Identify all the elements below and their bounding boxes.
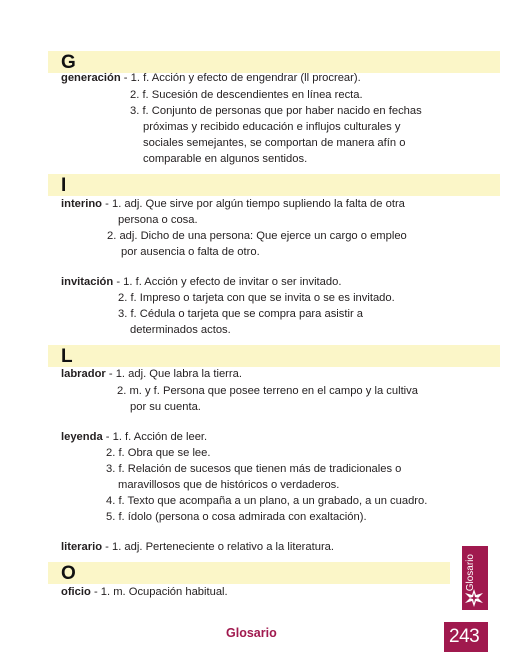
side-tab-label: Glosario: [465, 554, 476, 592]
entry-literario: [61, 540, 334, 554]
definition-line: determinados actos.: [130, 324, 231, 336]
footer-title: Glosario: [226, 626, 277, 640]
definition-line: sociales semejantes, se comportan de manera afín o: [143, 137, 406, 149]
section-header-i: [48, 174, 500, 196]
definition-line: - 1. adj. Perteneciente o relativo a la literatura.: [102, 541, 335, 553]
definition-line: 3. f. Cédula o tarjeta que se compra para asistir a: [118, 308, 364, 320]
definition-line: - 1. adj. Que labra la tierra.: [105, 368, 242, 380]
entry-invitacion: [61, 275, 341, 289]
section-header-o: [48, 562, 450, 584]
entry-interino: [61, 197, 405, 211]
definition-line: por su cuenta.: [130, 401, 201, 413]
entry-term: literario: [61, 541, 103, 553]
entry-oficio: [61, 585, 228, 599]
definition-line: por ausencia o falta de otro.: [121, 246, 260, 258]
section-header-g: [48, 51, 500, 73]
entry-labrador: [61, 367, 242, 381]
definition-line: 2. m. y f. Persona que posee terreno en el campo y la cultiva: [117, 385, 418, 397]
definition-line: 2. f. Obra que se lee.: [106, 447, 211, 459]
definition-line: - 1. m. Ocupación habitual.: [90, 586, 228, 598]
section-letter: I: [61, 175, 67, 196]
definition-line: - 1. f. Acción y efecto de engendrar (ll procrear).: [120, 72, 361, 84]
entry-term: leyenda: [61, 431, 103, 443]
definition-line: 3. f. Conjunto de personas que por haber nacido en fechas: [130, 105, 422, 117]
entry-generacion: [61, 71, 361, 85]
section-header-l: [48, 345, 500, 367]
definition-line: 5. f. ídolo (persona o cosa admirada con exaltación).: [106, 511, 367, 523]
entry-term: generación: [61, 72, 121, 84]
definition-line: - 1. f. Acción de leer.: [102, 431, 208, 443]
definition-line: - 1. adj. Que sirve por algún tiempo supliendo la falta de otra: [102, 198, 405, 210]
section-letter: L: [61, 346, 73, 367]
entry-term: labrador: [61, 368, 106, 380]
definition-line: - 1. f. Acción y efecto de invitar o ser invitado.: [113, 276, 342, 288]
entry-term: invitación: [61, 276, 114, 288]
definition-line: maravillosos que de históricos o verdaderos.: [118, 479, 340, 491]
definition-line: 4. f. Texto que acompaña a un plano, a un grabado, a un cuadro.: [106, 495, 428, 507]
section-letter: O: [61, 563, 76, 584]
page-number: 243: [449, 626, 480, 647]
definition-line: próximas y recibido educación e influjos culturales y: [143, 121, 401, 133]
page-number-box: [444, 622, 488, 652]
definition-line: persona o cosa.: [118, 214, 198, 226]
section-letter: G: [61, 52, 76, 73]
definition-line: comparable en algunos sentidos.: [143, 153, 308, 165]
entry-leyenda: [61, 430, 207, 444]
definition-line: 2. adj. Dicho de una persona: Que ejerce un cargo o empleo: [107, 230, 407, 242]
definition-line: 3. f. Relación de sucesos que tienen más de tradicionales o: [106, 463, 402, 475]
entry-term: interino: [61, 198, 103, 210]
definition-line: 2. f. Sucesión de descendientes en línea recta.: [130, 89, 363, 101]
star-burst-icon: [464, 588, 484, 608]
definition-line: 2. f. Impreso o tarjeta con que se invita o se es invitado.: [118, 292, 395, 304]
entry-term: oficio: [61, 586, 91, 598]
